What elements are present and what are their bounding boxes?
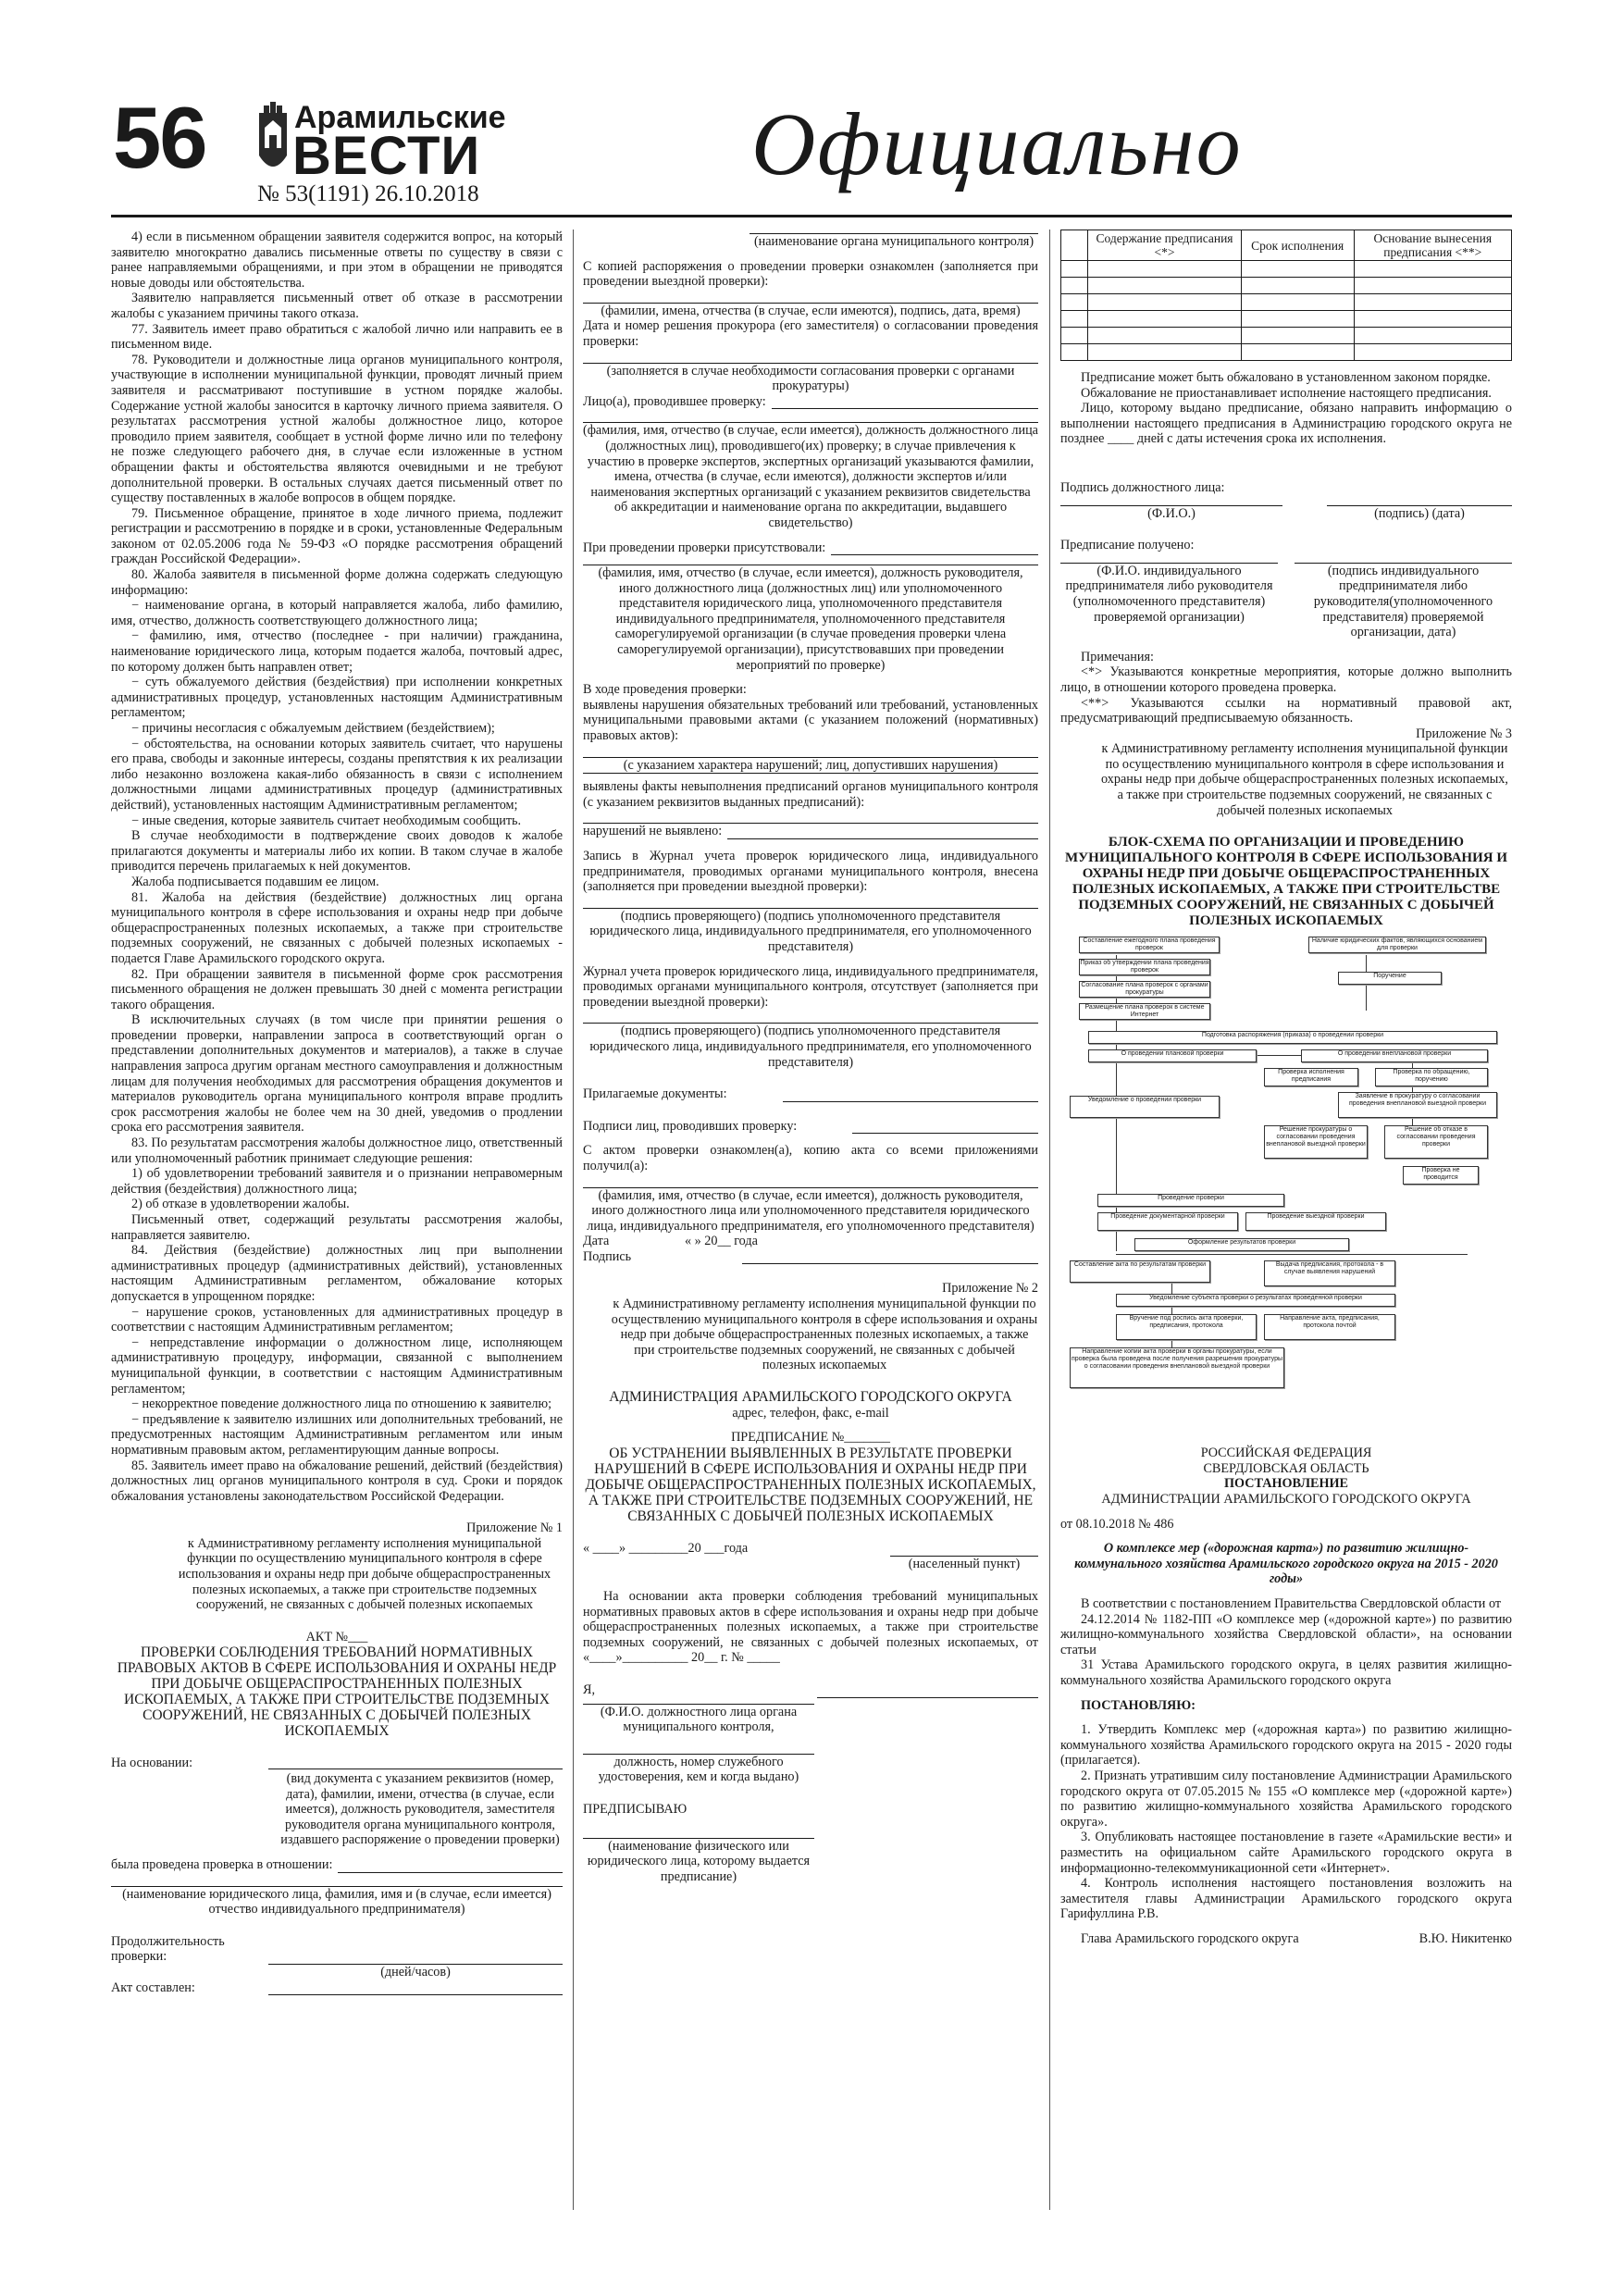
paragraph: 4) если в письменном обращении заявителя содержится вопрос, на который заявителю многократно давались письменные ответы по существу в связи с ранее направляемыми обращениями, и при этом в обращении не приводятся новые доводы или обстоятельства. bbox=[111, 230, 563, 291]
prescription-date: « ____» _________20 ___года bbox=[583, 1540, 749, 1556]
table-row bbox=[1061, 344, 1512, 361]
paragraph: 82. При обращении заявителя в письменной форме срок рассмотрения письменного обращения не должен превышать 30 дней с момента регистрации такого обращения. bbox=[111, 966, 563, 1012]
appendix-3-title: Приложение № 3 bbox=[1416, 726, 1512, 741]
violations-note: (с указанием характера нарушений; лиц, допустивших нарушения) bbox=[623, 757, 998, 773]
flowchart-box: Подготовка распоряжения (приказа) о проведении проверки bbox=[1088, 1031, 1497, 1044]
paragraph: Обжалование не приостанавливает исполнение настоящего предписания. bbox=[1081, 385, 1492, 401]
paragraph: 80. Жалоба заявителя в письменной форме должна содержать следующую информацию: bbox=[111, 567, 563, 598]
no-violations-label: нарушений не выявлено: bbox=[583, 824, 723, 839]
note: <*> Указываются конкретные мероприятия, которые должно выполнить лицо, в отношении которого проведена проверка. bbox=[1060, 664, 1512, 695]
decision-label: Дата и номер решения прокурора (его заместителя) о согласовании проведения проверки: bbox=[583, 318, 1038, 349]
acquainted-note: (фамилия, имя, отчество (в случае, если имеется), должность руководителя, иного должностного лица или уполномоченного представителя юридического лица, индивидуального предпринимателя, его уполномоченного представителя) bbox=[587, 1187, 1035, 1234]
sign-field[interactable] bbox=[742, 1250, 1038, 1264]
official-note: (Ф.И.О. должностного лица органа муниципального контроля, bbox=[583, 1704, 814, 1735]
composed-row bbox=[111, 1980, 563, 1996]
no-violations-field[interactable] bbox=[727, 825, 1038, 839]
region: СВЕРДЛОВСКАЯ ОБЛАСТЬ bbox=[1203, 1460, 1369, 1476]
attached-label: Прилагаемые документы: bbox=[583, 1086, 727, 1102]
flowchart-box: Составление акта по результатам проверки bbox=[1070, 1260, 1210, 1283]
appendix-2-title: Приложение № 2 bbox=[942, 1281, 1038, 1297]
check-field[interactable] bbox=[338, 1859, 563, 1873]
flowchart-box: Приказ об утверждении плана проведения проверок bbox=[1080, 960, 1209, 974]
composed-field[interactable] bbox=[268, 1981, 563, 1995]
head-name: В.Ю. Никитенко bbox=[1419, 1930, 1512, 1946]
persons-field[interactable] bbox=[772, 395, 1038, 409]
paragraph: 78. Руководители и должностные лица органов муниципального контроля, участвующие в исполнении муниципальной функции, проводят личный прием заявителя и рассматривают поступившие в устном порядке жалобы. Содержание устной жалобы заносится в карточку личного приема заявителя. О результатах рассмотрения устной жалобы должностное лицо, которое проводило прием заявителя, сообщает в устной форме лично или по телефону не позже следующего рабочего дня, в случае если изложенные в устном обращении факты и обстоятельства являются очевидными и не требуют дополнительной проверки. В остальных случаях дается письменный ответ по существу поставленных в жалобе вопросов в общем порядке. bbox=[111, 352, 563, 506]
city-emblem-icon bbox=[255, 100, 291, 180]
duration-field[interactable] bbox=[268, 1951, 563, 1965]
paragraph: В случае необходимости в подтверждение своих доводов к жалобе прилагаются документы и материалы либо их копии. В таком случае в жалобе приводится перечень прилагаемых к ней документов. bbox=[111, 828, 563, 875]
paragraph: − причины несогласия с обжалуемым действием (бездействием); bbox=[131, 721, 495, 736]
check-label: была проведена проверка в отношении: bbox=[111, 1857, 333, 1872]
notes-title: Примечания: bbox=[1081, 649, 1154, 664]
head-title: Глава Арамильского городского округа bbox=[1081, 1930, 1299, 1946]
during-label: В ходе проведения проверки: bbox=[583, 682, 747, 698]
act-title: ПРОВЕРКИ СОБЛЮДЕНИЯ ТРЕБОВАНИЙ НОРМАТИВНЫХ ПРАВОВЫХ АКТОВ В СФЕРЕ ИСПОЛЬЗОВАНИЯ И ОХРАНЫ НЕДР ПРИ ДОБЫЧЕ ОБЩЕРАСПРОСТРАНЕННЫХ ПОЛЕЗНЫХ ИСКОПАЕМЫХ, А ТАКЖЕ ПРИ СТРОИТЕЛЬСТВЕ ПОДЗЕМНЫХ СООРУЖЕНИЙ, НЕ СВЯЗАННЫХ С ДОБЫЧЕЙ ПОЛЕЗНЫХ ИСКОПАЕМЫХ bbox=[117, 1644, 557, 1740]
newspaper-name: ВЕСТИ bbox=[292, 126, 481, 186]
acquainted-label: С актом проверки ознакомлен(а), копию акта со всеми приложениями получил(а): bbox=[583, 1143, 1038, 1173]
paragraph: 77. Заявитель имеет право обратиться с жалобой лично или направить ее в письменном виде. bbox=[111, 321, 563, 353]
duration-label: Продолжительность проверки: bbox=[111, 1933, 225, 1965]
paragraph: − обстоятельства, на основании которых заявитель считает, что нарушены его права, свободы и законные интересы, созданы препятствия к их реализации либо незаконно возложена какая-либо обязанность в связи с исполнением должностными лицами административных процедур (административных действий), установленных настоящим Административным регламентом; bbox=[111, 736, 563, 813]
prescription-basis: На основании акта проверки соблюдения требований муниципальных нормативных правовых актов в сфере использования и охраны недр при добыче общераспространенных полезных ископаемых, а также при строительстве подземных сооружений, не связанных с добычей полезных ископаемых, от «____»__________ 20__ г. № _____ bbox=[583, 1589, 1038, 1666]
paragraph: 24.12.2014 № 1182-ПП «О комплексе мер («дорожной карте») по развитию жилищно-коммунального хозяйства Свердловской области», на основании статьи bbox=[1060, 1611, 1512, 1657]
fio-note: (Ф.И.О.) bbox=[1060, 505, 1282, 522]
journal-entry-label: Запись в Журнал учета проверок юридического лица, индивидуального предпринимателя, проводимых органами муниципального контроля, внесена (заполняется при проведении выездной проверки): bbox=[583, 849, 1038, 895]
appendix-3-text: к Административному регламенту исполнения муниципальной функции по осуществлению муниципального контроля в сфере использования и охраны недр при добыче общераспространенных полезных ископаемых, а также при строительстве подземных сооружений, не связанных с добычей полезных ископаемых bbox=[1101, 741, 1508, 818]
flowchart-box: Направление акта, предписания, протокола почтой bbox=[1264, 1314, 1395, 1340]
paragraph: Лицо, которому выдано предписание, обязано направить информацию о выполнении настоящего предписания в Администрацию городского округа не позднее ____ дней с даты истечения срока их исполнения. bbox=[1060, 401, 1512, 447]
note: <**> Указываются ссылки на нормативный правовой акт, предусматривающий предписываемую обязанность. bbox=[1060, 695, 1512, 726]
country: РОССИЙСКАЯ ФЕДЕРАЦИЯ bbox=[1200, 1446, 1372, 1461]
flowchart-box: Выдача предписания, протокола - в случае выявления нарушений bbox=[1264, 1260, 1395, 1286]
column-3 bbox=[1060, 230, 1512, 1946]
decree-date: от 08.10.2018 № 486 bbox=[1060, 1516, 1174, 1532]
flowchart-box: Оформление результатов проверки bbox=[1134, 1238, 1349, 1251]
present-note: (фамилия, имя, отчество (в случае, если имеется), должность руководителя, иного должностного лица (должностных лиц) или уполномоченного представителя юридического лица, уполномоченного представителя индивидуального предпринимателя, уполномоченного представителя саморегулируемой организации (в случае проведения проверки члена саморегулируемой организации), присутствовавших при проведении мероприятий по проверке) bbox=[598, 565, 1023, 673]
paragraph: Предписание может быть обжаловано в установленном законом порядке. bbox=[1081, 370, 1491, 385]
table-row bbox=[1061, 278, 1512, 294]
official-sign-label: Подпись должностного лица: bbox=[1060, 479, 1225, 495]
decree-label: ПОСТАНОВЛЕНИЕ bbox=[1223, 1476, 1349, 1492]
place-note: (населенный пункт) bbox=[890, 1556, 1038, 1572]
recipient-sign-note: (подпись индивидуального предпринимателя либо руководителя(уполномоченного представителя) проверяемой организации, дата) bbox=[1295, 563, 1512, 640]
date-label: Дата bbox=[583, 1234, 610, 1249]
flowchart bbox=[1060, 935, 1512, 1421]
column-divider bbox=[573, 230, 574, 2210]
signatures-field[interactable] bbox=[852, 1120, 1038, 1134]
flowchart-box: Размещение плана проверок в системе Интернет bbox=[1079, 1003, 1210, 1020]
basis-field[interactable] bbox=[268, 1756, 563, 1769]
table-header-cell: Содержание предписания <*> bbox=[1088, 230, 1242, 261]
flowchart-box: Уведомление субъекта проверки о результатах проведенной проверки bbox=[1116, 1294, 1395, 1307]
table-row bbox=[1061, 311, 1512, 328]
flowchart-box: Уведомление о проведении проверки bbox=[1070, 1096, 1220, 1118]
attached-field[interactable] bbox=[783, 1088, 1038, 1102]
sign-date-note: (подпись) (дата) bbox=[1327, 505, 1512, 522]
flowchart-box: Проведение документарной проверки bbox=[1097, 1212, 1238, 1231]
flowchart-box: Проведение проверки bbox=[1097, 1194, 1284, 1207]
signature-note: (подпись проверяющего) (подпись уполномоченного представителя юридического лица, индивидуального предпринимателя, его уполномоченного представителя) bbox=[589, 908, 1032, 954]
header-rule bbox=[111, 215, 1512, 217]
paragraph: 2. Признать утратившим силу постановление Администрации Арамильского городского округа от 07.05.2015 № 155 «О комплексе мер («дорожной карте») по развитию жилищно-коммунального хозяйства Арамильского городского округа». bbox=[1060, 1768, 1512, 1830]
paragraph: − иные сведения, которые заявитель считает необходимым сообщить. bbox=[131, 813, 522, 828]
basis-note: (вид документа с указанием реквизитов (номер, дата), фамилии, имени, отчества (в случае, если имеется), должность руководителя, заместителя руководителя органа муниципального контроля, издавшего распоряжение о проведении проверки) bbox=[280, 1771, 560, 1848]
decision-note: (заполняется в случае необходимости согласования проверки с органами прокуратуры) bbox=[606, 363, 1015, 394]
act-number: АКТ №___ bbox=[305, 1629, 368, 1644]
flowchart-box: Вручение под роспись акта проверки, предписания, протокола bbox=[1116, 1314, 1257, 1340]
copy-label: С копией распоряжения о проведении проверки ознакомлен (заполняется при проведении выездной проверки): bbox=[583, 258, 1038, 290]
admin-contacts: адрес, телефон, факс, e-mail bbox=[732, 1405, 889, 1421]
official-note-2: должность, номер служебного удостоверения, кем и когда выдано) bbox=[583, 1754, 814, 1785]
appendix-1-title: Приложение № 1 bbox=[466, 1520, 563, 1536]
present-label: При проведении проверки присутствовали: bbox=[583, 540, 826, 555]
flowchart-box: Составление ежегодного плана проведения проверок bbox=[1079, 937, 1220, 953]
prescription-table bbox=[1060, 230, 1512, 361]
basis-label: На основании: bbox=[111, 1756, 193, 1771]
composed-label: Акт составлен: bbox=[111, 1980, 195, 1995]
check-note: (наименование юридического лица, фамилия, имя и (в случае, если имеется) отчество индивидуального предпринимателя) bbox=[122, 1886, 551, 1917]
date-value: « » 20__ года bbox=[685, 1234, 758, 1249]
paragraph: 1) об удовлетворении требований заявителя и о признании неправомерным действия (бездействия) должностного лица; bbox=[111, 1166, 563, 1197]
paragraph: 85. Заявитель имеет право на обжалование решений, действий (бездействия) должностных лиц органов муниципального контроля в суд. Сроки и порядок обжалования установлены законодательством Российской Федерации. bbox=[111, 1458, 563, 1504]
table-header-cell bbox=[1061, 230, 1088, 261]
journal-absent-label: Журнал учета проверок юридического лица, индивидуального предпринимателя, проводимых органами муниципального контроля, отсутствует (заполняется при проведении выездной проверки): bbox=[583, 963, 1038, 1010]
table-header-row bbox=[1061, 230, 1512, 261]
paragraph: − непредставление информации о должностном лице, исполняющем административную процедуру, информации, связанной с выполнением муниципальной функции, в соответствии с настоящим Административным регламентом; bbox=[111, 1334, 563, 1396]
paragraph: 81. Жалоба на действия (бездействие) должностных лиц органа муниципального контроля в сфере использования и охраны недр при добыче общераспространенных полезных ископаемых, а также при строительстве подземных сооружений, не связанных с добычей полезных ископаемых - подается Главе Арамильского городского округа. bbox=[111, 889, 563, 966]
duration-row bbox=[111, 1934, 563, 1965]
check-row bbox=[111, 1857, 563, 1873]
table-header-cell: Срок исполнения bbox=[1241, 230, 1354, 261]
duration-note: (дней/часов) bbox=[380, 1964, 451, 1980]
paragraph: В исключительных случаях (в том числе при принятии решения о проведении проверки, направлении запроса в соответствующий орган о представлении дополнительных документов и материалов), а также в случае направления запроса другим органам местного самоуправления и должностным лицам для получения необходимых для рассмотрения обращения документов и материалов руководитель органа муниципального контроля вправе продлить срок рассмотрения жалобы не более чем на 30 дней, уведомив о продлении срока его рассмотрения заявителя. bbox=[111, 1012, 563, 1136]
appendix-1-text: к Административному регламенту исполнения муниципальной функции по осуществлению муниципального контроля в сфере использования и охраны недр при добыче общераспространенных полезных ископаемых, а также при строительстве подземных сооружений, не связанных с добычей полезных ископаемых bbox=[178, 1535, 551, 1613]
table-header-cell: Основание вынесения предписания <**> bbox=[1354, 230, 1511, 261]
paragraph: − фамилию, имя, отчество (последнее - при наличии) гражданина, наименование юридического лица, которым подается жалоба, почтовый адрес, по которому должен быть направлен ответ; bbox=[111, 628, 563, 675]
flowchart-box: Согласование плана проверок с органами прокуратуры bbox=[1079, 981, 1210, 998]
flowchart-title: БЛОК-СХЕМА ПО ОРГАНИЗАЦИИ И ПРОВЕДЕНИЮ МУНИЦИПАЛЬНОГО КОНТРОЛЯ В СФЕРЕ ИСПОЛЬЗОВАНИЯ И ОХРАНЫ НЕДР ПРИ ДОБЫЧЕ ОБЩЕРАСПРОСТРАНЕННЫХ ПОЛЕЗНЫХ ИСКОПАЕМЫХ, А ТАКЖЕ ПРИ СТРОИТЕЛЬСТВЕ ПОДЗЕМНЫХ СООРУЖЕНИЙ, НЕ СВЯЗАННЫХ С ДОБЫЧЕЙ ПОЛЕЗНЫХ ИСКОПАЕМЫХ bbox=[1064, 835, 1507, 929]
violations-label: выявлены нарушения обязательных требований или требований, установленных муниципальными правовыми актами (с указанием положений (нормативных) правовых актов): bbox=[583, 697, 1038, 744]
copy-note: (фамилии, имена, отчества (в случае, если имеются), подпись, дата, время) bbox=[601, 303, 1021, 318]
received-label: Предписание получено: bbox=[1060, 538, 1195, 553]
flowchart-box: Заявление в прокуратуру о согласовании проведения внеплановой выездной проверки bbox=[1338, 1092, 1497, 1118]
paragraph: 2) об отказе в удовлетворении жалобы. bbox=[131, 1197, 350, 1212]
resolve-label: ПОСТАНОВЛЯЮ: bbox=[1081, 1697, 1196, 1713]
section-title: Официально bbox=[751, 94, 1243, 193]
paragraph: − наименование органа, в который направляется жалоба, либо фамилию, имя, отчество, должность соответствующего должностного лица; bbox=[111, 598, 563, 628]
basis-row bbox=[111, 1756, 563, 1771]
paragraph: 84. Действия (бездействие) должностных лиц при выполнении административных процедур (административных действий), установленных настоящим Административным регламентом, обжалование которых допускается в упрощенном порядке: bbox=[111, 1243, 563, 1304]
paragraph: 31 Устава Арамильского городского округа, в целях развития жилищно-коммунального хозяйства Арамильского городского округа bbox=[1060, 1657, 1512, 1688]
table-row bbox=[1061, 328, 1512, 344]
flowchart-box: Решение об отказе в согласовании проведения проверки bbox=[1384, 1125, 1488, 1159]
decree-title: О комплексе мер («дорожная карта») по развитию жилищно-коммунального хозяйства Арамильского городского округа на 2015 - 2020 годы» bbox=[1074, 1541, 1498, 1587]
flowchart-box: Проведение выездной проверки bbox=[1245, 1212, 1386, 1231]
paragraph: − предъявление к заявителю излишних или дополнительных требований, не предусмотренных настоящим Административным регламентом или иным нормативным правовым актом, регламентирующим данные вопросы. bbox=[111, 1411, 563, 1458]
admin-title: АДМИНИСТРАЦИЯ АРАМИЛЬСКОГО ГОРОДСКОГО ОКРУГА bbox=[609, 1389, 1012, 1406]
sign-label: Подпись bbox=[583, 1248, 632, 1264]
prescription-number: ПРЕДПИСАНИЕ №_______ bbox=[731, 1430, 890, 1446]
flowchart-box: О проведении плановой проверки bbox=[1088, 1049, 1257, 1062]
flowchart-box: Проверка по обращению, поручению bbox=[1375, 1068, 1488, 1086]
flowchart-box: Решение прокуратуры о согласовании проведения внеплановой выездной проверки bbox=[1264, 1125, 1368, 1159]
column-1 bbox=[111, 230, 563, 1995]
paragraph: − некорректное поведение должностного лица по отношению к заявителю; bbox=[131, 1396, 552, 1412]
decree-issuer: АДМИНИСТРАЦИИ АРАМИЛЬСКОГО ГОРОДСКОГО ОКРУГА bbox=[1101, 1492, 1471, 1508]
flowchart-box: О проведении внеплановой проверки bbox=[1301, 1049, 1488, 1062]
present-field[interactable] bbox=[831, 541, 1038, 555]
flowchart-box: Направление копии акта проверки в органы прокуратуры, если проверка была проведена после получения разрешения прокуратуры о согласовании проведения внеплановой выездной проверки bbox=[1070, 1347, 1284, 1388]
signature-note: (подпись проверяющего) (подпись уполномоченного представителя юридического лица, индивидуального предпринимателя, его уполномоченного представителя) bbox=[589, 1024, 1032, 1070]
column-divider bbox=[1049, 230, 1050, 2210]
recipient-name-note: (Ф.И.О. индивидуального предпринимателя либо руководителя (уполномоченного представителя) проверяемой организации) bbox=[1060, 563, 1278, 640]
newspaper-name-top: Арамильские bbox=[294, 100, 506, 135]
paragraph: 1. Утвердить Комплекс мер («дорожная карта») по развитию жилищно-коммунального хозяйства Арамильского городского округа на 2015 - 2020 годы (прилагается). bbox=[1060, 1722, 1512, 1769]
prescribe-label: ПРЕДПИСЫВАЮ bbox=[583, 1801, 688, 1817]
prescribe-note: (наименование физического или юридического лица, которому выдается предписание) bbox=[583, 1838, 814, 1885]
paragraph: 83. По результатам рассмотрения жалобы должностное лицо, ответственный или уполномоченный работник принимает следующие решения: bbox=[111, 1136, 563, 1166]
paragraph: В соответствии с постановлением Правительства Свердловской области от bbox=[1081, 1596, 1502, 1611]
issue-number: № 53(1191) 26.10.2018 bbox=[257, 181, 479, 206]
paragraph: Заявителю направляется письменный ответ об отказе в рассмотрении жалобы с указанием причины такого отказа. bbox=[111, 291, 563, 321]
paragraph: 4. Контроль исполнения настоящего постановления возложить на заместителя главы Администрации Арамильского городского округа Гарифуллина Р.В. bbox=[1060, 1876, 1512, 1922]
ya-label: Я, bbox=[583, 1682, 596, 1697]
persons-label: Лицо(а), проводившее проверку: bbox=[583, 393, 766, 409]
flowchart-box: Поручение bbox=[1338, 972, 1442, 985]
unfulfilled-label: выявлены факты невыполнения предписаний органов муниципального контроля (с указанием реквизитов выданных предписаний): bbox=[583, 779, 1038, 810]
table-row bbox=[1061, 261, 1512, 278]
signatures-label: Подписи лиц, проводивших проверку: bbox=[583, 1118, 798, 1134]
page-number: 56 bbox=[113, 89, 206, 186]
persons-note: (фамилия, имя, отчество (в случае, если имеется), должность должностного лица (должностных лиц), проводившего(их) проверку; в случае привлечения к участию в проверке экспертов, экспертных организаций указываются фамилии, имена, отчества (в случае, если имеются), должности экспертов и/или наименования экспертных организаций с указанием реквизитов свидетельства об аккредитации и наименование органа по аккредитации, выдавшего свидетельство) bbox=[583, 423, 1038, 530]
paragraph: − суть обжалуемого действия (бездействия) при исполнении конкретных административных процедур, установленных настоящим Административным регламентом; bbox=[111, 675, 563, 721]
appendix-2-text: к Административному регламенту исполнения муниципальной функции по осуществлению муниципального контроля в сфере использования и охраны недр при добыче общераспространенных полезных ископаемых, а также при строительстве подземных сооружений, не связанных с добычей полезных ископаемых bbox=[611, 1297, 1038, 1373]
paragraph: 3. Опубликовать настоящее постановление в газете «Арамильские вести» и разместить на официальном сайте Арамильского городского округа в информационно-телекоммуникационной сети «Интернет». bbox=[1060, 1830, 1512, 1876]
page-header bbox=[0, 0, 1623, 230]
column-2 bbox=[583, 230, 1038, 1884]
paragraph: Жалоба подписывается подавшим ее лицом. bbox=[131, 874, 379, 889]
paragraph: − нарушение сроков, установленных для административных процедур в соответствии с настоящим Административным регламентом; bbox=[111, 1304, 563, 1335]
paragraph: Письменный ответ, содержащий результаты рассмотрения жалобы, направляется заявителю. bbox=[111, 1212, 563, 1243]
org-note: (наименование органа муниципального контроля) bbox=[753, 234, 1035, 249]
flowchart-box: Проверка исполнения предписания bbox=[1264, 1068, 1358, 1086]
prescription-title: ОБ УСТРАНЕНИИ ВЫЯВЛЕННЫХ В РЕЗУЛЬТАТЕ ПРОВЕРКИ НАРУШЕНИЙ В СФЕРЕ ИСПОЛЬЗОВАНИЯ И ОХРАНЫ НЕДР ПРИ ДОБЫЧЕ ОБЩЕРАСПРОСТРАНЕННЫХ ПОЛЕЗНЫХ ИСКОПАЕМЫХ, А ТАКЖЕ ПРИ СТРОИТЕЛЬСТВЕ ПОДЗЕМНЫХ СООРУЖЕНИЙ, НЕ СВЯЗАННЫХ С ДОБЫЧЕЙ ПОЛЕЗНЫХ ИСКОПАЕМЫХ bbox=[585, 1445, 1036, 1524]
paragraph: 79. Письменное обращение, принятое в ходе личного приема, подлежит регистрации и рассмотрению в порядке и в сроки, установленные Федеральным законом от 02.05.2006 года № 59-ФЗ «О порядке рассмотрения обращений граждан Российской Федерации». bbox=[111, 505, 563, 567]
flowchart-box: Проверка не проводится bbox=[1403, 1166, 1479, 1185]
flowchart-box: Наличие юридических фактов, являющихся основанием для проверки bbox=[1308, 937, 1486, 953]
table-row bbox=[1061, 294, 1512, 311]
official-field[interactable] bbox=[817, 1684, 1038, 1698]
